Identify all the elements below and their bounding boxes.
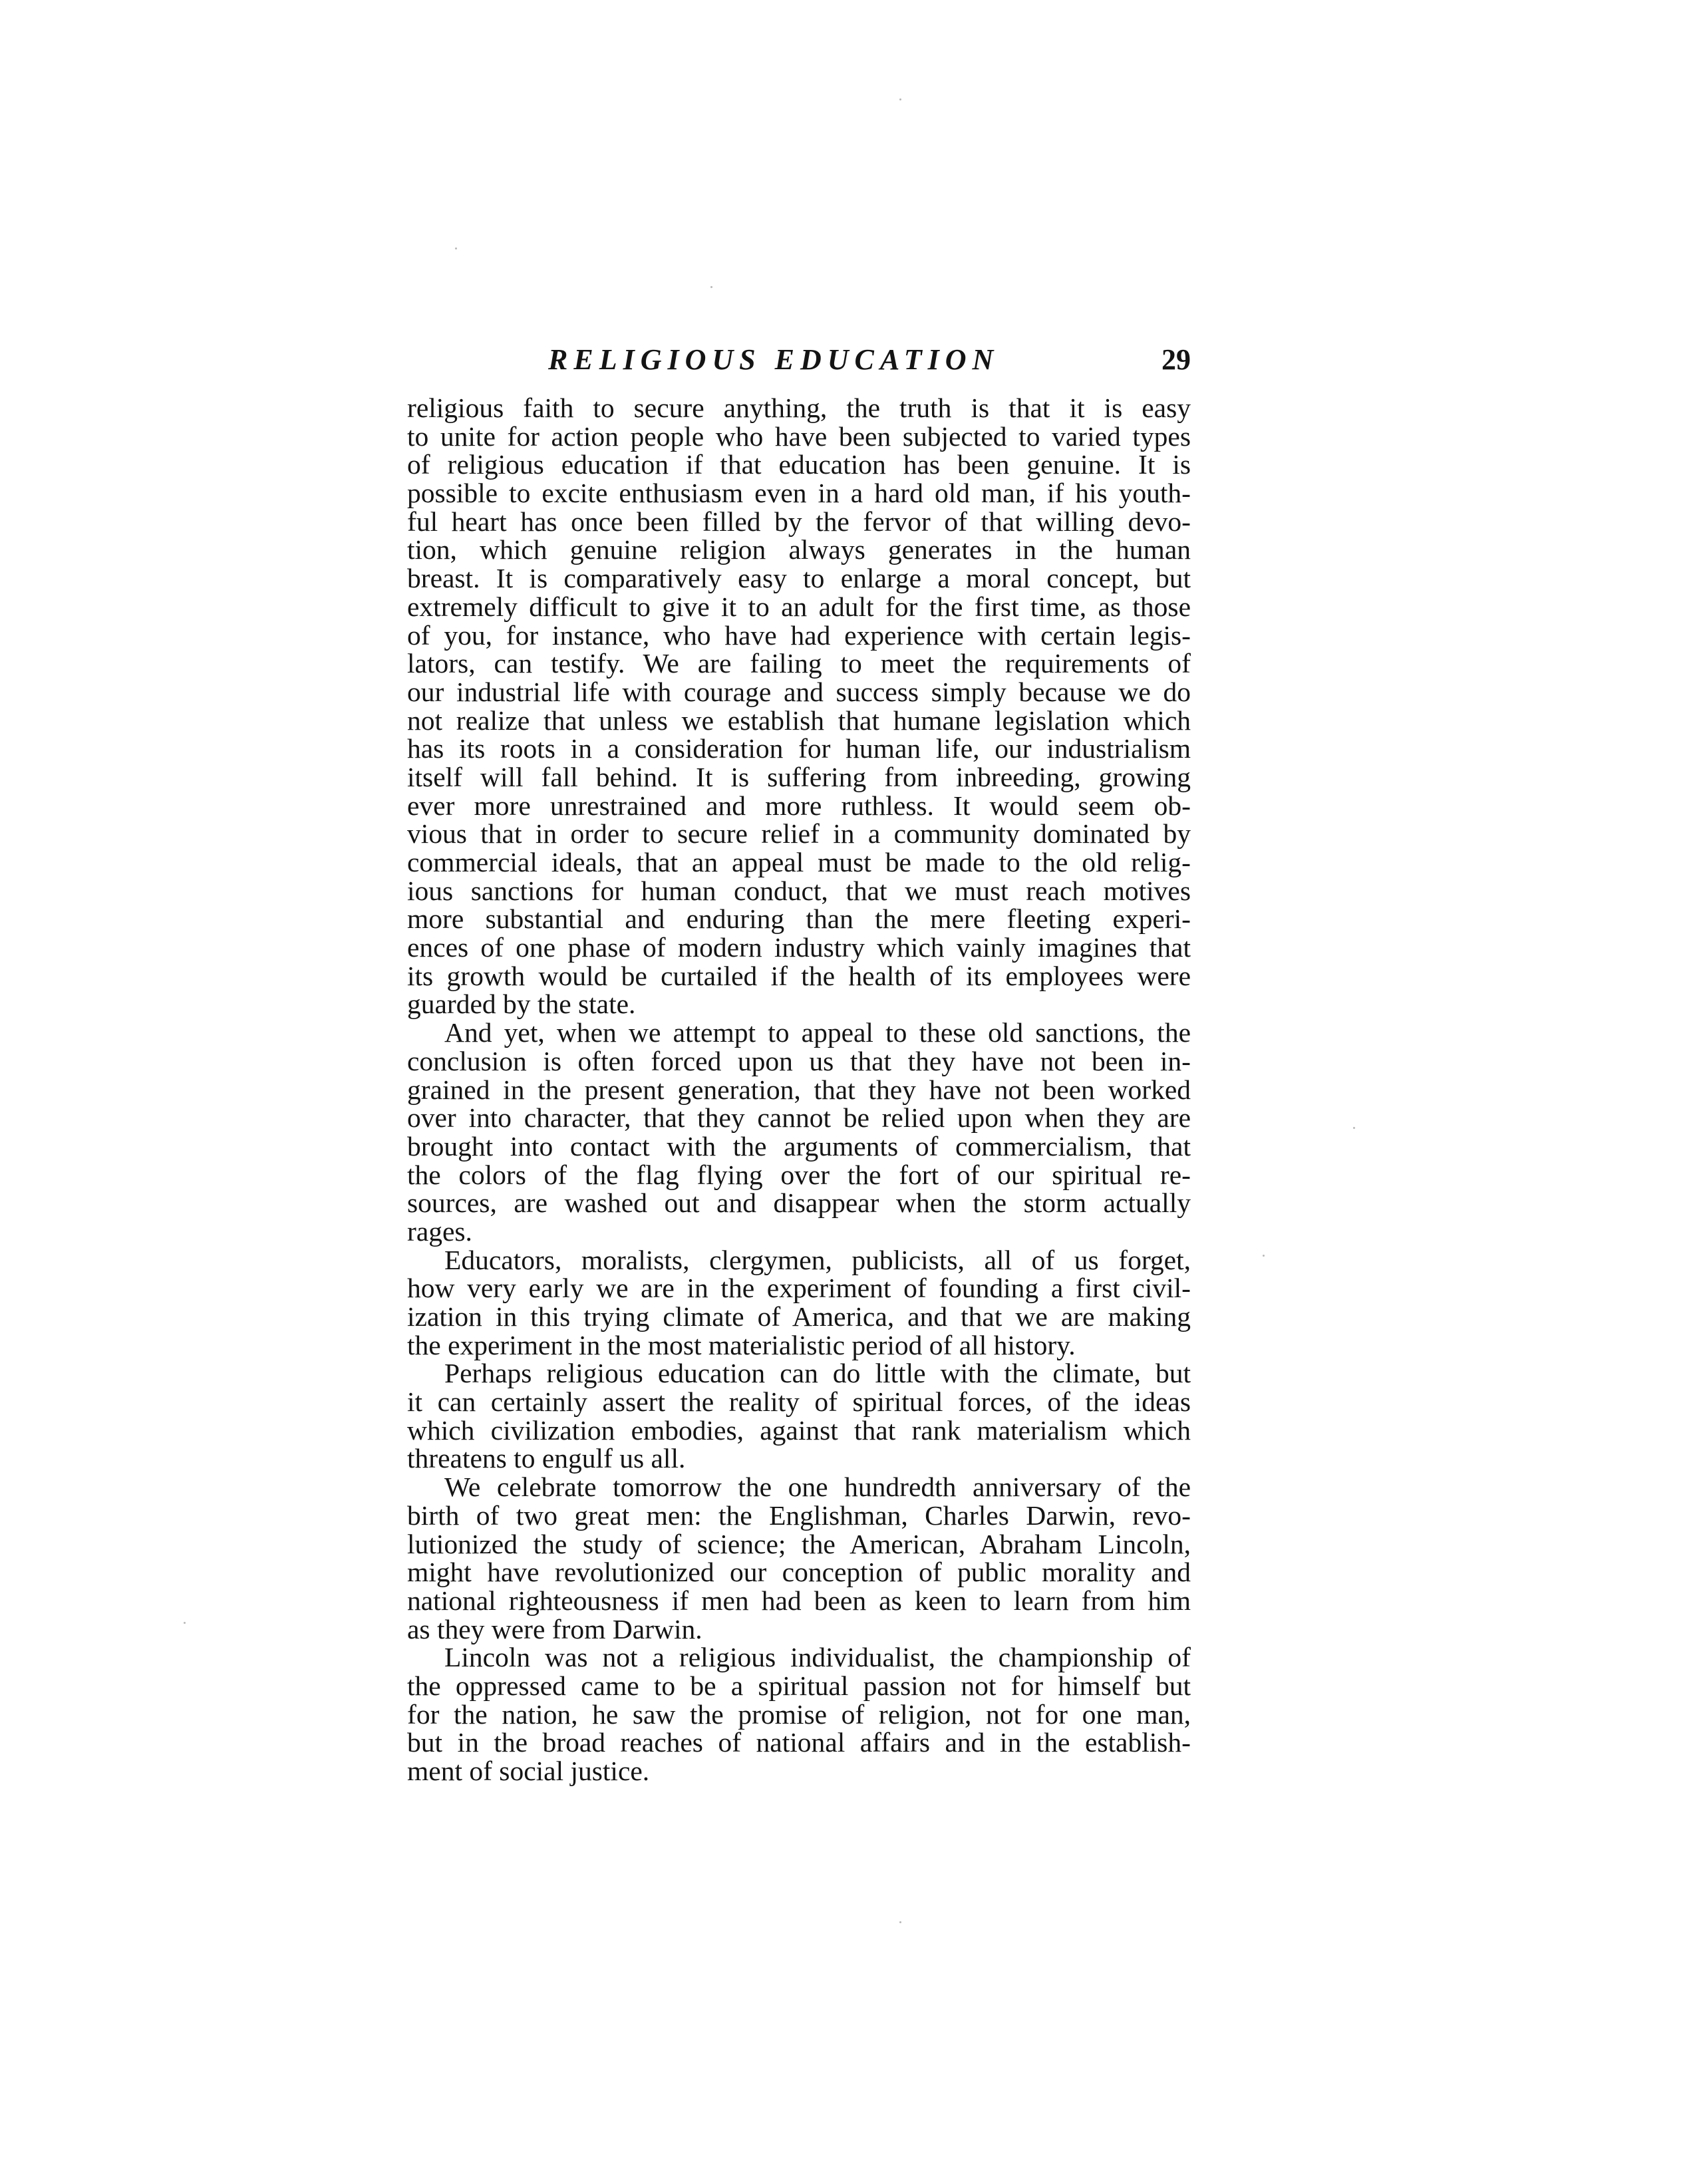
text-line: it can certainly assert the reality of spiritual forces, of the ideas — [407, 1386, 1191, 1418]
text-line: guarded by the state. — [407, 989, 636, 1020]
text-line: lators, can testify. We are failing to meet the requirements of — [407, 648, 1191, 679]
text-line: commercial ideals, that an appeal must be made to the old relig- — [407, 847, 1191, 877]
text-line: national righteousness if men had been as keen to learn from him — [407, 1585, 1191, 1616]
text-line: of you, for instance, who have had experience with certain legis- — [407, 619, 1191, 651]
scan-speck — [184, 1622, 186, 1624]
text-line: ever more unrestrained and more ruthless. It would seem ob- — [407, 790, 1191, 821]
text-line: as they were from Darwin. — [407, 1613, 702, 1644]
text-line: our industrial life with courage and success simply because we do — [407, 676, 1191, 707]
text-line: how very early we are in the experiment of founding a first civil- — [407, 1273, 1191, 1304]
scan-speck — [899, 1921, 901, 1923]
text-line: the experiment in the most materialistic period of all history. — [407, 1329, 1076, 1360]
text-line: breast. It is comparatively easy to enlarge a moral concept, but — [407, 563, 1191, 594]
body-text — [407, 394, 1191, 1786]
paragraph — [407, 394, 1191, 1018]
paragraph — [407, 1473, 1191, 1643]
paragraph — [407, 1246, 1191, 1360]
text-line: the oppressed came to be a spiritual passion not for himself but — [407, 1670, 1191, 1701]
text-line: has its roots in a consideration for human life, our industrialism — [407, 733, 1191, 764]
text-line: Lincoln was not a religious individualist, the championship of — [444, 1642, 1191, 1673]
text-line: Perhaps religious education can do little with the climate, but — [444, 1358, 1191, 1389]
text-line: more substantial and enduring than the mere fleeting experi- — [407, 903, 1191, 935]
paragraph — [407, 1359, 1191, 1473]
text-line: over into character, that they cannot be relied upon when they are — [407, 1102, 1191, 1134]
scan-speck — [1353, 1127, 1355, 1129]
page-number: 29 — [1161, 343, 1191, 376]
text-line: grained in the present generation, that they have not been worked — [407, 1074, 1191, 1105]
running-head — [407, 337, 1191, 383]
text-line: tion, which genuine religion always generates in the human — [407, 534, 1191, 565]
text-line: the colors of the flag flying over the fort of our spiritual re- — [407, 1159, 1191, 1190]
paragraph — [407, 1018, 1191, 1246]
scan-speck — [455, 247, 457, 249]
text-line: rages. — [407, 1215, 472, 1247]
text-line: lutionized the study of science; the American, Abraham Lincoln, — [407, 1528, 1191, 1559]
text-line: of religious education if that education has been genuine. It is — [407, 449, 1191, 480]
text-line: Educators, moralists, clergymen, publicists, all of us forget, — [444, 1244, 1191, 1275]
running-title: RELIGIOUS EDUCATION — [548, 343, 1000, 376]
text-line: might have revolutionized our conception of public morality and — [407, 1557, 1191, 1588]
text-line: ences of one phase of modern industry which vainly imagines that — [407, 932, 1191, 963]
text-line: threatens to engulf us all. — [407, 1443, 686, 1474]
text-line: not realize that unless we establish that humane legislation which — [407, 704, 1191, 736]
text-line: extremely difficult to give it to an adult for the first time, as those — [407, 591, 1191, 622]
text-line: which civilization embodies, against that rank materialism which — [407, 1414, 1191, 1446]
text-line: but in the broad reaches of national affairs and in the establish- — [407, 1727, 1191, 1758]
paragraph — [407, 1643, 1191, 1785]
text-line: itself will fall behind. It is suffering from inbreeding, growing — [407, 761, 1191, 792]
text-line: We celebrate tomorrow the one hundredth anniversary of the — [444, 1472, 1191, 1503]
text-line: religious faith to secure anything, the truth is that it is easy — [407, 392, 1191, 423]
text-line: for the nation, he saw the promise of religion, not for one man, — [407, 1698, 1191, 1730]
text-line: vious that in order to secure relief in a community dominated by — [407, 818, 1191, 850]
text-line: possible to excite enthusiasm even in a hard old man, if his youth- — [407, 478, 1191, 509]
text-line: And yet, when we attempt to appeal to these old sanctions, the — [444, 1017, 1191, 1048]
scan-speck — [899, 98, 901, 100]
text-line: ious sanctions for human conduct, that we must reach motives — [407, 875, 1191, 906]
scan-speck — [1263, 1255, 1265, 1257]
scan-speck — [710, 286, 712, 288]
text-line: ful heart has once been filled by the fervor of that willing devo- — [407, 506, 1191, 537]
text-line: birth of two great men: the Englishman, Charles Darwin, revo- — [407, 1499, 1191, 1531]
text-line: to unite for action people who have been subjected to varied types — [407, 420, 1191, 452]
text-line: conclusion is often forced upon us that they have not been in- — [407, 1045, 1191, 1076]
text-line: ization in this trying climate of America, and that we are making — [407, 1301, 1191, 1332]
text-line: brought into contact with the arguments of commercialism, that — [407, 1130, 1191, 1162]
text-line: sources, are washed out and disappear when the storm actually — [407, 1187, 1191, 1219]
text-line: its growth would be curtailed if the health of its employees were — [407, 960, 1191, 991]
text-line: ment of social justice. — [407, 1756, 650, 1786]
